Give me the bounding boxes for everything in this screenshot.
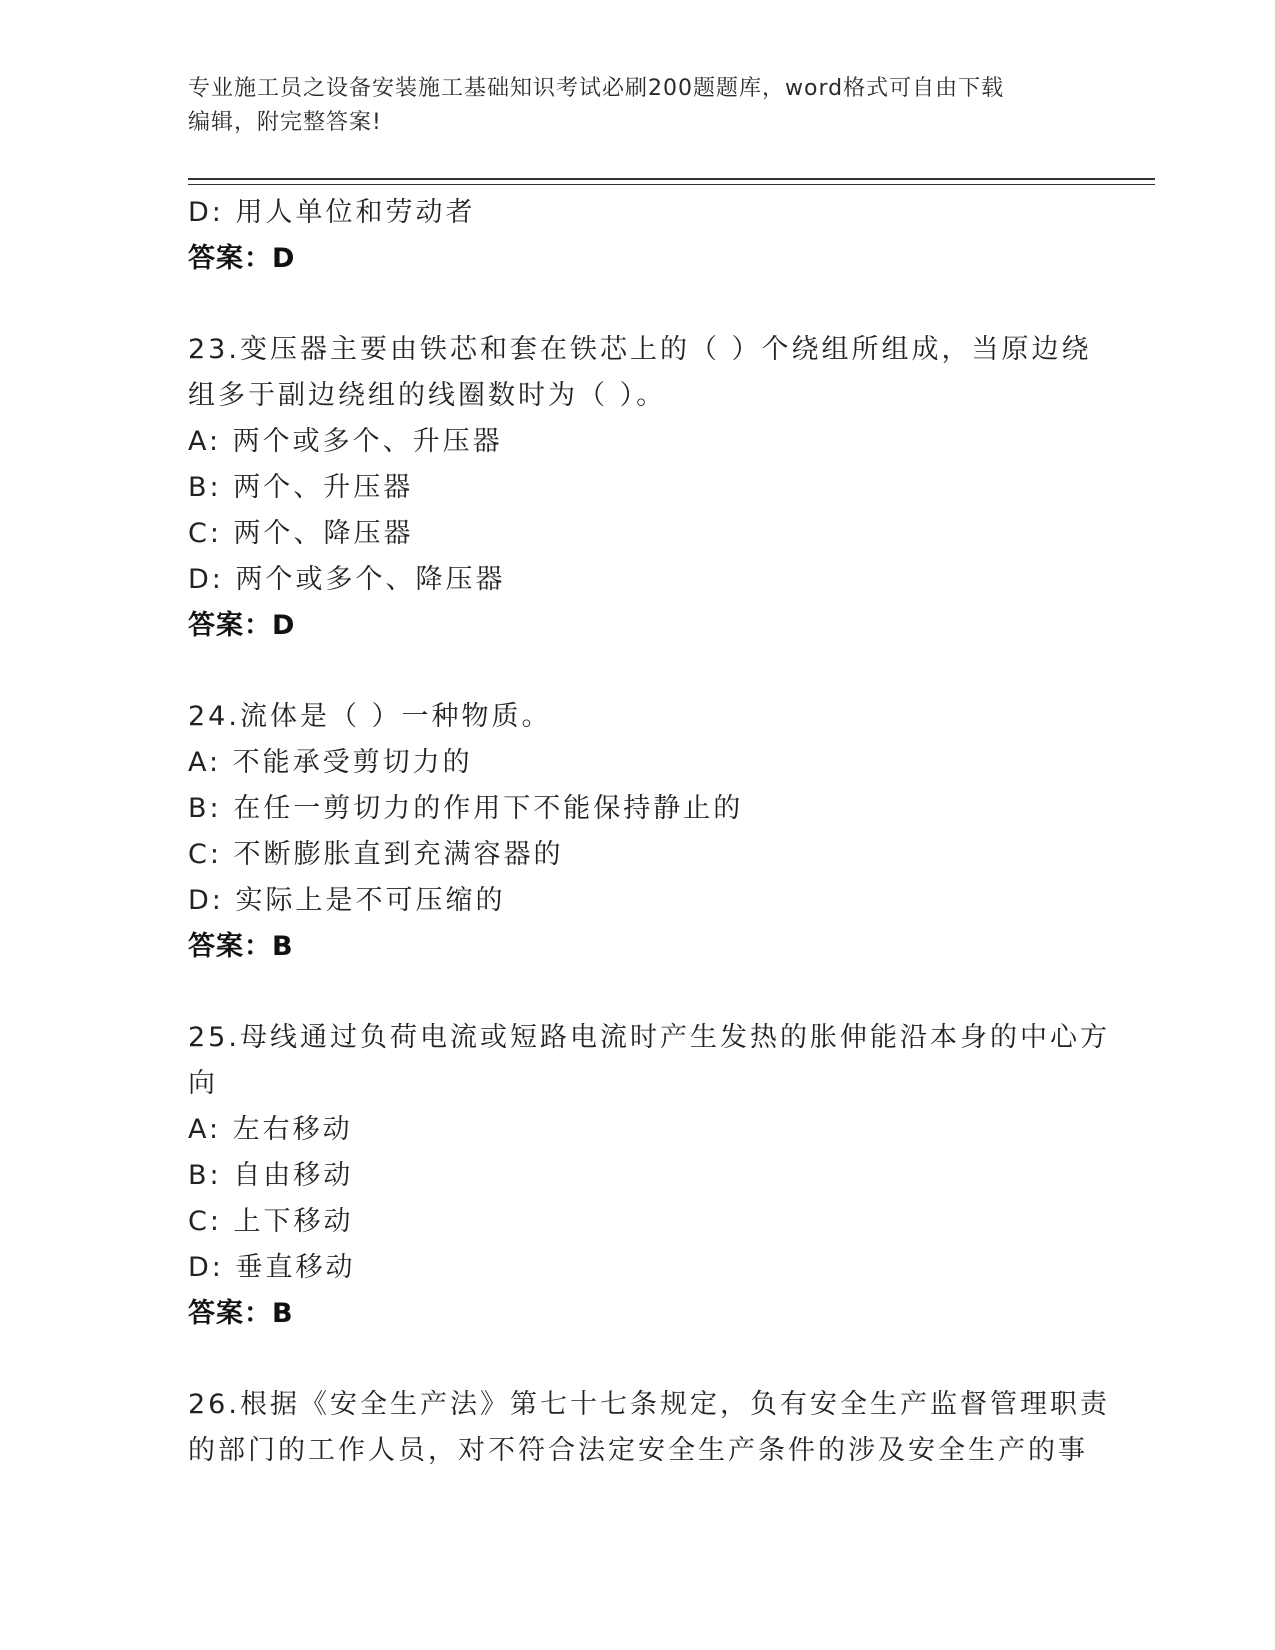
question-stem-line: 组多于副边绕组的线圈数时为（ ）。 [188, 380, 667, 411]
header-divider-thick [188, 178, 1155, 180]
header-divider-thin [188, 184, 1155, 185]
answer-label: 答案：B [188, 1298, 294, 1329]
question-stem-line: 23.变压器主要由铁芯和套在铁芯上的（ ）个绕组所组成，当原边绕 [188, 334, 1092, 365]
question-stem-line: 24.流体是（ ）一种物质。 [188, 701, 552, 732]
option-c: C: 两个、降压器 [188, 518, 414, 549]
question-stem-line: 26.根据《安全生产法》第七十七条规定，负有安全生产监督管理职责 [188, 1389, 1110, 1420]
question-content [188, 190, 1110, 1474]
option-d: D: 两个或多个、降压器 [188, 564, 506, 595]
question-stem-line: 向 [188, 1068, 218, 1099]
option-a: A: 两个或多个、升压器 [188, 426, 503, 457]
header-line-1: 专业施工员之设备安装施工基础知识考试必刷200题题库，word格式可自由下载 [188, 76, 1005, 101]
option-a: A: 不能承受剪切力的 [188, 747, 473, 778]
question-24 [188, 694, 1088, 970]
answer-label: 答案：D [188, 243, 296, 274]
question-stem-line: 25.母线通过负荷电流或短路电流时产生发热的胀伸能沿本身的中心方 [188, 1022, 1110, 1053]
option-b: B: 两个、升压器 [188, 472, 414, 503]
question-25 [188, 1015, 1110, 1337]
option-c: C: 不断膨胀直到充满容器的 [188, 839, 564, 870]
option-d: D: 用人单位和劳动者 [188, 197, 476, 228]
answer-label: 答案：B [188, 931, 294, 962]
option-b: B: 在任一剪切力的作用下不能保持静止的 [188, 793, 744, 824]
answer-label: 答案：D [188, 610, 296, 641]
option-b: B: 自由移动 [188, 1160, 354, 1191]
carryover-block [188, 190, 1088, 282]
header-line-2: 编辑，附完整答案! [188, 110, 382, 135]
question-23 [188, 327, 1092, 649]
option-c: C: 上下移动 [188, 1206, 354, 1237]
option-d: D: 实际上是不可压缩的 [188, 885, 506, 916]
option-a: A: 左右移动 [188, 1114, 353, 1145]
question-stem-line: 的部门的工作人员，对不符合法定安全生产条件的涉及安全生产的事 [188, 1435, 1088, 1466]
option-d: D: 垂直移动 [188, 1252, 356, 1283]
document-header [188, 72, 1088, 140]
question-26 [188, 1382, 1110, 1474]
